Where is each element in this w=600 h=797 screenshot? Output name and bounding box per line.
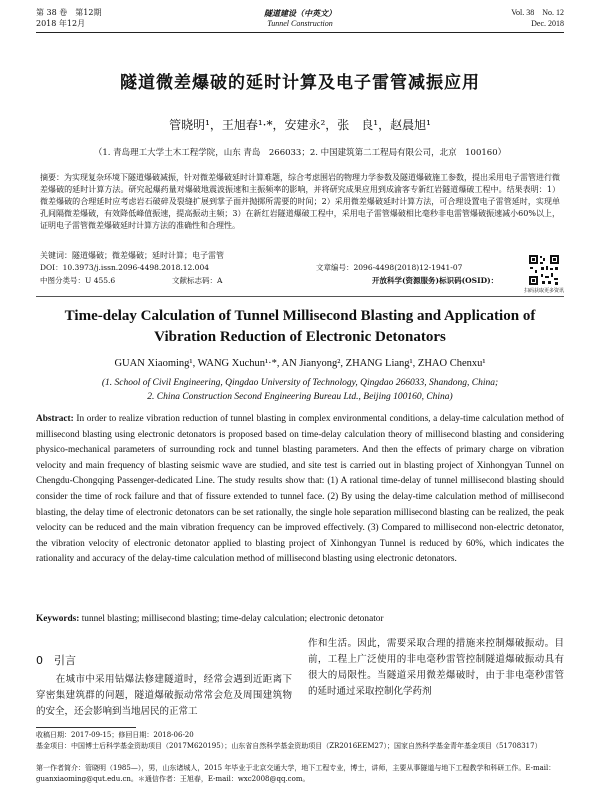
header-rule — [36, 32, 564, 33]
en-affiliation — [40, 376, 560, 404]
en-authors: GUAN Xiaoming¹, WANG Xuchun¹·*, AN Jianyong², ZHANG Liang¹, ZHAO Chenxu¹ — [114, 358, 486, 369]
body-right-column: 作和生活。因此，需要采取合理的措施来控制爆破振动。目前，工程上广泛使用的非电毫秒雷管控制隧道爆破振动具有很大的局限性。当隧道采用微差爆破时，由于非电毫秒雷管的延时通过采取控制化学药剂 — [308, 638, 564, 697]
body-left-column: 在城市中采用钻爆法修建隧道时，经常会遇到近距离下穿密集建筑群的问题，隧道爆破振动常常会危及周围建筑物的安全，还会影响到当地居民的正常工 — [36, 674, 292, 717]
cn-article-no: 文章编号：2096-4498(2018)12-1941-07 — [316, 263, 463, 272]
footnote-bio: 第一作者简介：管晓明（1985—），男，山东诸城人，2015 年毕业于北京交通大学，地下工程专业，博士，讲师，主要从事隧道与地下工程教学和科研工作。E-mail：guanxiaoming@qut.edu.cn。＊通信作者：王旭春，E-mail：wxc2008@qq.com。 — [36, 764, 556, 783]
cn-abstract: 摘要：为实现复杂环境下隧道爆破减振，针对微差爆破延时计算难题，综合考虑围岩的物理力学参数及隧道爆破施工参数，提出采用电子雷管进行微差爆破的延时计算方法。研究起爆药量对爆破地震波振速和主振频率的影响，并将研究成果应用到成渝客专新红岩隧道爆破工程中。结果表明：1）微差爆破的合理延时应考虑岩石破碎及裂缝扩展到掌子面并抛掷所需要的时间；2）采用微差爆破延时计算方法，可合理设置电子雷管延时，实现单孔间隔微差爆破，有效降低峰值振速，提高振动主频；3）在新红岩隧道爆破工程中，采用电子雷管爆破相比毫秒非电雷管爆破振速减小60%以上，证明电子雷管微差爆破延时计算方法的准确性和合理性。 — [40, 173, 560, 230]
header-volume-en: Vol. 38 No. 12 — [511, 8, 564, 17]
en-title-line2: Vibration Reduction of Electronic Detonators — [154, 329, 446, 345]
qr-caption: 扫码获取更多资讯 — [523, 288, 564, 294]
en-keywords — [36, 614, 564, 624]
en-keywords-label: Keywords: — [36, 614, 80, 624]
cn-osid: 开放科学(资源服务)标识码(OSID)： — [372, 276, 499, 285]
cn-doc-code: 文献标志码：A — [172, 276, 223, 285]
header-volume-cn: 第 38 卷 第12期 — [36, 8, 102, 17]
header-date-en: Dec. 2018 — [531, 19, 564, 28]
cn-doi: DOI：10.3973/j.issn.2096-4498.2018.12.004 — [40, 263, 209, 272]
header-journal-en: Tunnel Construction — [267, 19, 333, 28]
header-date-cn: 2018 年12月 — [36, 19, 86, 28]
en-affiliation-line2: 2. China Construction Second Engineering Bureau Ltd., Beijing 100160, China) — [147, 392, 453, 402]
footnote-fund: 基金项目：中国博士后科学基金资助项目（2017M620195）；山东省自然科学基金资助项目（ZR2016EEM27）；国家自然科学基金青年基金项目（51708317） — [36, 742, 542, 750]
en-title-line1: Time-delay Calculation of Tunnel Millisecond Blasting and Application of — [64, 308, 536, 324]
cn-title: 隧道微差爆破的延时计算及电子雷管减振应用 — [120, 73, 480, 93]
section-divider — [36, 296, 564, 297]
cn-authors: 管晓明¹，王旭春¹·*，安建永²，张 良¹，赵晨旭¹ — [169, 118, 431, 132]
header-journal-cn: 隧道建设（中英文） — [264, 8, 336, 18]
en-affiliation-line1: (1. School of Civil Engineering, Qingdao University of Technology, Qingdao 266033, Shandong, China; — [101, 378, 499, 388]
en-keywords-text: tunnel blasting; millisecond blasting; time-delay calculation; electronic detonator — [81, 614, 384, 624]
cn-clc: 中图分类号：U 455.6 — [40, 276, 116, 285]
en-title — [0, 306, 600, 348]
footnote-rule — [36, 727, 136, 728]
cn-keywords: 关键词：隧道爆破；微差爆破；延时计算；电子雷管 — [40, 251, 224, 260]
footnote-received: 收稿日期：2017-09-15；修回日期：2018-06-20 — [36, 731, 194, 739]
en-abstract-label: Abstract: — [36, 414, 74, 424]
en-abstract-text: In order to realize vibration reduction of tunnel blasting in complex environmental conditions, a delay-time calculation method of millisecond blasting using electronic detonators is proposed based on time-delay calculation theory of millisecond blasting and considering physico-mechanical parameters of surrounding rock and tunnel blasting parameters. And then the effects of primary charge on vibration velocity and main frequency of blasting seismic wave are studied, and site test is carried out in blasting project of Xinhongyan Tunnel on Chengdu-Chongqing Passenger-dedicated Line. The study results show that: (1) A rational time-delay of tunnel millisecond blasting should consider the time of rock failure and that of fissure extended to tunnel face. (2) By using the delay-time calculation method of millisecond blasting, the delay time of electronic detonators can be set rationally, the single hole separation millisecond blasting can be realized, the peak velocity can be reduced and the main vibration frequency can be improved effectively. (3) Compared to millisecond non-electric detonator, the vibration velocity of electronic detonator applied to blasting project of Xinhongyan Tunnel is reduced by 60%, which indicates the rationality and accuracy of the delay-time calculation method of millisecond blasting using electronic detonators. — [36, 414, 565, 565]
section-heading-intro: 0 引言 — [36, 654, 76, 667]
cn-affiliation: （1. 青岛理工大学土木工程学院，山东 青岛 266033；2. 中国建筑第二工程局有限公司，北京 100160） — [93, 148, 507, 158]
en-abstract — [36, 412, 564, 568]
qr-code-icon — [528, 254, 560, 286]
